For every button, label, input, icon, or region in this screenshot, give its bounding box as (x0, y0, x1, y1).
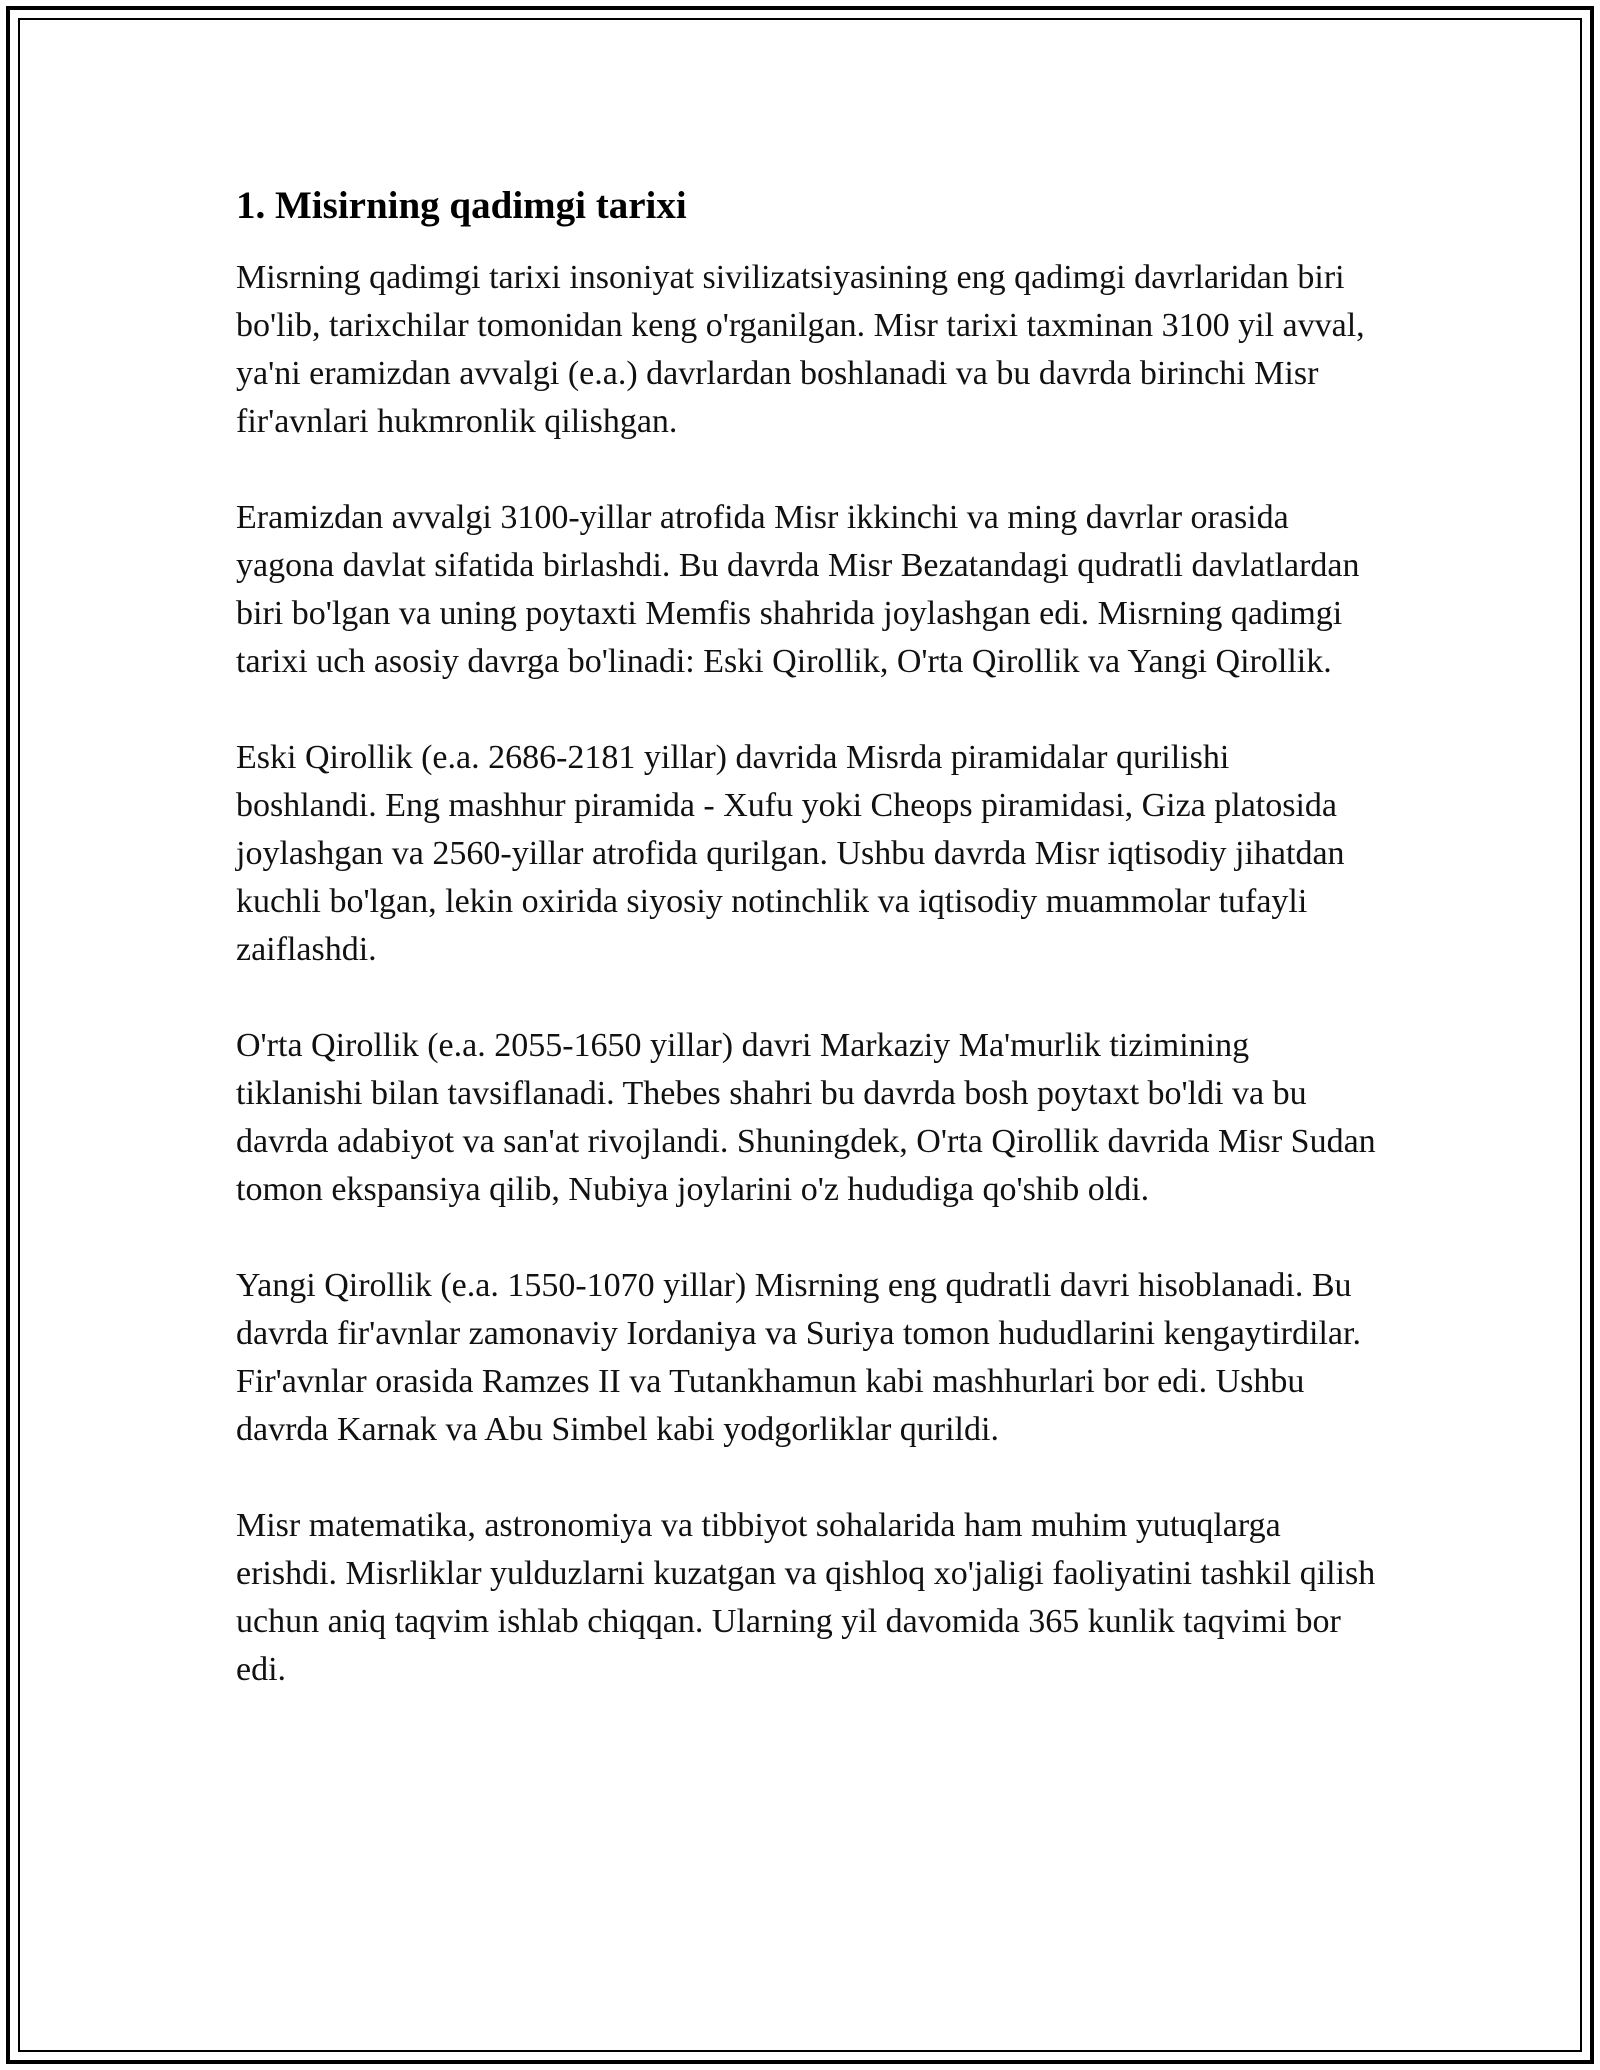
paragraph-old-kingdom: Eski Qirollik (e.a. 2686-2181 yillar) davrida Misrda piramidalar qurilishi boshlandi. Eng mashhur piramida - Xufu yoki Cheops piramidasi, Giza platosida joylashgan va 2560-yillar atrofida qurilgan. Ushbu davrda Misr iqtisodiy jihatdan kuchli bo'lgan, lekin oxirida siyosiy notinchlik va iqtisodiy muammolar tufayli zaiflashdi. (236, 739, 1345, 968)
paragraph-intro: Misrning qadimgi tarixi insoniyat sivilizatsiyasining eng qadimgi davrlaridan biri bo'lib, tarixchilar tomonidan keng o'rganilgan. Misr tarixi taxminan 3100 yil avval, ya'ni eramizdan avvalgi (e.a.) davrlardan boshlanadi va bu davrda birinchi Misr fir'avnlari hukmronlik qilishgan. (236, 259, 1365, 440)
section-heading: 1. Misirning qadimgi tarixi (236, 184, 687, 227)
paragraph-middle-kingdom: O'rta Qirollik (e.a. 2055-1650 yillar) davri Markaziy Ma'murlik tizimining tiklanishi bilan tavsiflanadi. Thebes shahri bu davrda bosh poytaxt bo'ldi va bu davrda adabiyot va san'at rivojlandi. Shuningdek, O'rta Qirollik davrida Misr Sudan tomon ekspansiya qilib, Nubiya joylarini o'z hududiga qo'shib oldi. (236, 1027, 1376, 1208)
paragraph-new-kingdom: Yangi Qirollik (e.a. 1550-1070 yillar) Misrning eng qudratli davri hisoblanadi. Bu davrda fir'avnlar zamonaviy Iordaniya va Suriya tomon hududlarini kengaytirdilar. Fir'avnlar orasida Ramzes II va Tutankhamun kabi mashhurlari bor edi. Ushbu davrda Karnak va Abu Simbel kabi yodgorliklar qurildi. (236, 1267, 1361, 1448)
document-body (236, 182, 1376, 1742)
paragraph-unification: Eramizdan avvalgi 3100-yillar atrofida Misr ikkinchi va ming davrlar orasida yagona davlat sifatida birlashdi. Bu davrda Misr Bezatandagi qudratli davlatlardan biri bo'lgan va uning poytaxti Memfis shahrida joylashgan edi. Misrning qadimgi tarixi uch asosiy davrga bo'linadi: Eski Qirollik, O'rta Qirollik va Yangi Qirollik. (236, 499, 1360, 680)
paragraph-science: Misr matematika, astronomiya va tibbiyot sohalarida ham muhim yutuqlarga erishdi. Misrliklar yulduzlarni kuzatgan va qishloq xo'jaligi faoliyatini tashkil qilish uchun aniq taqvim ishlab chiqqan. Ularning yil davomida 365 kunlik taqvimi bor edi. (236, 1507, 1376, 1688)
